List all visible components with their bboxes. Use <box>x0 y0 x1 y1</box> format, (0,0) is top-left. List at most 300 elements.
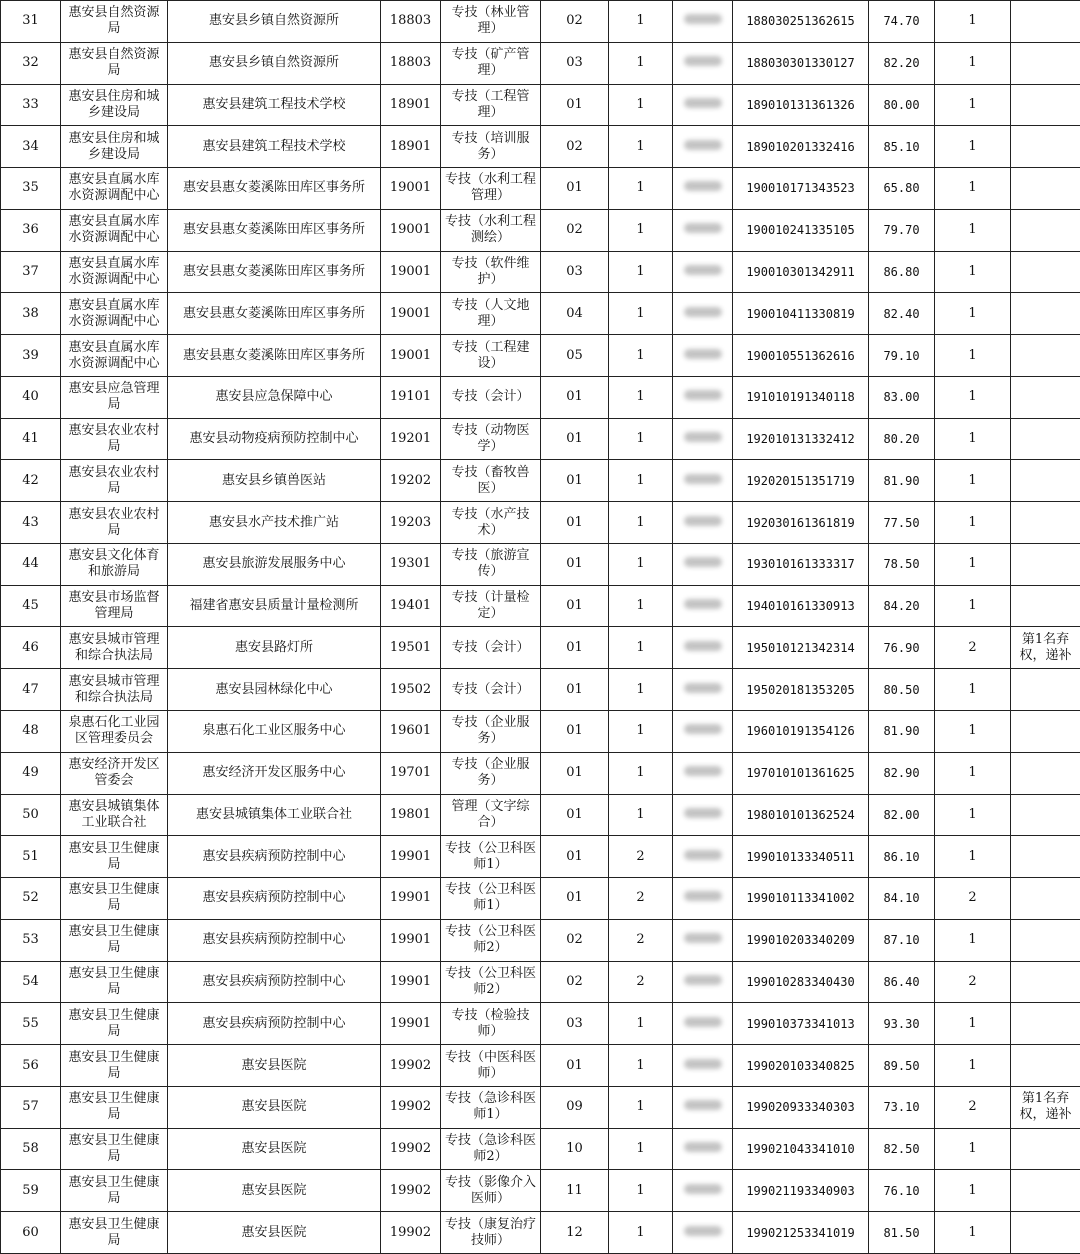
ticket-number-cell: 188030301330127 <box>733 42 869 84</box>
unit-code-cell: 19001 <box>381 251 441 293</box>
rank-cell: 1 <box>935 418 1011 460</box>
unit-code-cell: 18803 <box>381 1 441 43</box>
department-cell: 惠安经济开发区管委会 <box>61 752 168 794</box>
department-cell: 惠安县农业农村局 <box>61 418 168 460</box>
row-number: 47 <box>1 669 61 711</box>
unit-code-cell: 18901 <box>381 84 441 126</box>
quota-cell: 1 <box>609 251 673 293</box>
redacted-name-blur <box>684 98 722 108</box>
name-cell-redacted <box>673 1045 733 1087</box>
table-row <box>1 335 1080 377</box>
row-number: 51 <box>1 836 61 878</box>
ticket-number-cell: 199021193340903 <box>733 1170 869 1212</box>
department-cell: 惠安县文化体育和旅游局 <box>61 543 168 585</box>
name-cell-redacted <box>673 919 733 961</box>
department-cell: 惠安县农业农村局 <box>61 460 168 502</box>
name-cell-redacted <box>673 502 733 544</box>
ticket-number-cell: 194010161330913 <box>733 585 869 627</box>
post-cell: 专技（会计） <box>441 627 541 669</box>
post-cell: 专技（急诊科医师2） <box>441 1128 541 1170</box>
redacted-name-blur <box>684 850 722 860</box>
name-cell-redacted <box>673 878 733 920</box>
department-cell: 惠安县卫生健康局 <box>61 878 168 920</box>
post-code-cell: 12 <box>541 1212 609 1254</box>
quota-cell: 2 <box>609 961 673 1003</box>
quota-cell: 1 <box>609 126 673 168</box>
ticket-number-cell: 192010131332412 <box>733 418 869 460</box>
row-number: 42 <box>1 460 61 502</box>
quota-cell: 1 <box>609 794 673 836</box>
rank-cell: 1 <box>935 1170 1011 1212</box>
note-cell <box>1011 585 1080 627</box>
ticket-number-cell: 189010201332416 <box>733 126 869 168</box>
note-cell <box>1011 1 1080 43</box>
score-cell: 84.10 <box>869 878 935 920</box>
quota-cell: 1 <box>609 84 673 126</box>
ticket-number-cell: 195010121342314 <box>733 627 869 669</box>
name-cell-redacted <box>673 251 733 293</box>
redacted-name-blur <box>684 1017 722 1027</box>
name-cell-redacted <box>673 1003 733 1045</box>
name-cell-redacted <box>673 794 733 836</box>
name-cell-redacted <box>673 42 733 84</box>
score-cell: 78.50 <box>869 543 935 585</box>
table-row <box>1 251 1080 293</box>
rank-cell: 1 <box>935 1 1011 43</box>
table-row <box>1 209 1080 251</box>
post-code-cell: 02 <box>541 961 609 1003</box>
post-code-cell: 02 <box>541 1 609 43</box>
row-number: 48 <box>1 711 61 753</box>
post-cell: 专技（水产技术） <box>441 502 541 544</box>
rank-cell: 2 <box>935 878 1011 920</box>
note-cell <box>1011 209 1080 251</box>
quota-cell: 1 <box>609 293 673 335</box>
quota-cell: 1 <box>609 335 673 377</box>
note-cell <box>1011 794 1080 836</box>
ticket-number-cell: 192030161361819 <box>733 502 869 544</box>
name-cell-redacted <box>673 1212 733 1254</box>
table-row <box>1 1 1080 43</box>
table-row <box>1 1128 1080 1170</box>
table-row <box>1 585 1080 627</box>
score-cell: 74.70 <box>869 1 935 43</box>
row-number: 40 <box>1 376 61 418</box>
ticket-number-cell: 195020181353205 <box>733 669 869 711</box>
unit-code-cell: 19701 <box>381 752 441 794</box>
unit-cell: 惠安县惠女菱溪陈田库区事务所 <box>168 209 381 251</box>
note-cell <box>1011 335 1080 377</box>
table-row <box>1 752 1080 794</box>
post-code-cell: 01 <box>541 84 609 126</box>
rank-cell: 1 <box>935 376 1011 418</box>
unit-code-cell: 18901 <box>381 126 441 168</box>
unit-code-cell: 19901 <box>381 836 441 878</box>
post-code-cell: 01 <box>541 585 609 627</box>
row-number: 49 <box>1 752 61 794</box>
quota-cell: 1 <box>609 711 673 753</box>
rank-cell: 2 <box>935 1086 1011 1128</box>
unit-code-cell: 19901 <box>381 919 441 961</box>
rank-cell: 1 <box>935 209 1011 251</box>
ticket-number-cell: 199021253341019 <box>733 1212 869 1254</box>
post-code-cell: 01 <box>541 1045 609 1087</box>
table-row <box>1 1003 1080 1045</box>
name-cell-redacted <box>673 126 733 168</box>
table-row <box>1 543 1080 585</box>
post-code-cell: 01 <box>541 460 609 502</box>
unit-cell: 惠安县医院 <box>168 1045 381 1087</box>
note-cell <box>1011 502 1080 544</box>
name-cell-redacted <box>673 209 733 251</box>
redacted-name-blur <box>684 307 722 317</box>
name-cell-redacted <box>673 1170 733 1212</box>
score-cell: 86.40 <box>869 961 935 1003</box>
post-cell: 专技（培训服务） <box>441 126 541 168</box>
note-cell <box>1011 1170 1080 1212</box>
redacted-name-blur <box>684 599 722 609</box>
ticket-number-cell: 199010373341013 <box>733 1003 869 1045</box>
ticket-number-cell: 199021043341010 <box>733 1128 869 1170</box>
redacted-name-blur <box>684 432 722 442</box>
post-cell: 专技（公卫科医师2） <box>441 961 541 1003</box>
ticket-number-cell: 199010203340209 <box>733 919 869 961</box>
table-row <box>1 1170 1080 1212</box>
unit-cell: 惠安县建筑工程技术学校 <box>168 84 381 126</box>
ticket-number-cell: 190010301342911 <box>733 251 869 293</box>
rank-cell: 1 <box>935 919 1011 961</box>
department-cell: 惠安县住房和城乡建设局 <box>61 84 168 126</box>
department-cell: 惠安县直属水库水资源调配中心 <box>61 335 168 377</box>
post-cell: 专技（水利工程测绘） <box>441 209 541 251</box>
redacted-name-blur <box>684 557 722 567</box>
score-cell: 83.00 <box>869 376 935 418</box>
redacted-name-blur <box>684 1184 722 1194</box>
score-cell: 86.10 <box>869 836 935 878</box>
note-cell <box>1011 919 1080 961</box>
post-cell: 管理（文字综合） <box>441 794 541 836</box>
post-code-cell: 05 <box>541 335 609 377</box>
name-cell-redacted <box>673 711 733 753</box>
score-cell: 79.70 <box>869 209 935 251</box>
ticket-number-cell: 191010191340118 <box>733 376 869 418</box>
score-cell: 81.50 <box>869 1212 935 1254</box>
score-cell: 89.50 <box>869 1045 935 1087</box>
unit-code-cell: 18803 <box>381 42 441 84</box>
score-cell: 87.10 <box>869 919 935 961</box>
name-cell-redacted <box>673 543 733 585</box>
quota-cell: 1 <box>609 418 673 460</box>
post-code-cell: 02 <box>541 919 609 961</box>
quota-cell: 1 <box>609 209 673 251</box>
score-cell: 76.10 <box>869 1170 935 1212</box>
table-row <box>1 1212 1080 1254</box>
rank-cell: 1 <box>935 794 1011 836</box>
quota-cell: 2 <box>609 878 673 920</box>
post-cell: 专技（会计） <box>441 376 541 418</box>
department-cell: 惠安县应急管理局 <box>61 376 168 418</box>
department-cell: 惠安县城镇集体工业联合社 <box>61 794 168 836</box>
note-cell <box>1011 752 1080 794</box>
note-cell <box>1011 878 1080 920</box>
post-code-cell: 01 <box>541 418 609 460</box>
row-number: 39 <box>1 335 61 377</box>
department-cell: 惠安县直属水库水资源调配中心 <box>61 209 168 251</box>
note-cell <box>1011 669 1080 711</box>
post-cell: 专技（急诊科医师1） <box>441 1086 541 1128</box>
quota-cell: 1 <box>609 42 673 84</box>
row-number: 41 <box>1 418 61 460</box>
name-cell-redacted <box>673 418 733 460</box>
table-row <box>1 293 1080 335</box>
score-cell: 82.50 <box>869 1128 935 1170</box>
post-cell: 专技（计量检定） <box>441 585 541 627</box>
table-row <box>1 168 1080 210</box>
unit-cell: 惠安县应急保障中心 <box>168 376 381 418</box>
note-cell <box>1011 543 1080 585</box>
ticket-number-cell: 193010161333317 <box>733 543 869 585</box>
post-code-cell: 01 <box>541 794 609 836</box>
redacted-name-blur <box>684 933 722 943</box>
redacted-name-blur <box>684 1142 722 1152</box>
ticket-number-cell: 199010113341002 <box>733 878 869 920</box>
rank-cell: 1 <box>935 1128 1011 1170</box>
unit-cell: 惠安县惠女菱溪陈田库区事务所 <box>168 293 381 335</box>
post-cell: 专技（公卫科医师1） <box>441 836 541 878</box>
redacted-name-blur <box>684 181 722 191</box>
unit-cell: 惠安县医院 <box>168 1128 381 1170</box>
unit-cell: 惠安县路灯所 <box>168 627 381 669</box>
table-row <box>1 961 1080 1003</box>
note-cell <box>1011 460 1080 502</box>
redacted-name-blur <box>684 1059 722 1069</box>
department-cell: 惠安县城市管理和综合执法局 <box>61 669 168 711</box>
rank-cell: 1 <box>935 669 1011 711</box>
unit-code-cell: 19401 <box>381 585 441 627</box>
ticket-number-cell: 190010241335105 <box>733 209 869 251</box>
post-code-cell: 09 <box>541 1086 609 1128</box>
note-cell <box>1011 168 1080 210</box>
name-cell-redacted <box>673 669 733 711</box>
name-cell-redacted <box>673 1128 733 1170</box>
note-cell <box>1011 251 1080 293</box>
score-cell: 80.50 <box>869 669 935 711</box>
row-number: 54 <box>1 961 61 1003</box>
ticket-number-cell: 198010101362524 <box>733 794 869 836</box>
post-code-cell: 02 <box>541 126 609 168</box>
row-number: 37 <box>1 251 61 293</box>
post-cell: 专技（中医科医师） <box>441 1045 541 1087</box>
row-number: 33 <box>1 84 61 126</box>
unit-code-cell: 19001 <box>381 293 441 335</box>
unit-code-cell: 19301 <box>381 543 441 585</box>
note-cell <box>1011 42 1080 84</box>
rank-cell: 1 <box>935 126 1011 168</box>
redacted-name-blur <box>684 56 722 66</box>
unit-cell: 惠安县疾病预防控制中心 <box>168 961 381 1003</box>
row-number: 46 <box>1 627 61 669</box>
quota-cell: 1 <box>609 1086 673 1128</box>
ticket-number-cell: 190010411330819 <box>733 293 869 335</box>
ticket-number-cell: 199020933340303 <box>733 1086 869 1128</box>
score-cell: 82.20 <box>869 42 935 84</box>
post-code-cell: 02 <box>541 209 609 251</box>
ticket-number-cell: 190010171343523 <box>733 168 869 210</box>
department-cell: 惠安县卫生健康局 <box>61 1170 168 1212</box>
department-cell: 惠安县卫生健康局 <box>61 961 168 1003</box>
redacted-name-blur <box>684 223 722 233</box>
unit-code-cell: 19902 <box>381 1086 441 1128</box>
note-cell <box>1011 376 1080 418</box>
quota-cell: 2 <box>609 836 673 878</box>
note-cell <box>1011 961 1080 1003</box>
redacted-name-blur <box>684 265 722 275</box>
post-cell: 专技（软件维护） <box>441 251 541 293</box>
post-cell: 专技（工程建设） <box>441 335 541 377</box>
unit-code-cell: 19801 <box>381 794 441 836</box>
quota-cell: 1 <box>609 585 673 627</box>
unit-code-cell: 19901 <box>381 961 441 1003</box>
post-cell: 专技（旅游宣传） <box>441 543 541 585</box>
table-row <box>1 84 1080 126</box>
row-number: 32 <box>1 42 61 84</box>
department-cell: 惠安县卫生健康局 <box>61 1003 168 1045</box>
unit-cell: 惠安县惠女菱溪陈田库区事务所 <box>168 168 381 210</box>
name-cell-redacted <box>673 335 733 377</box>
rank-cell: 1 <box>935 502 1011 544</box>
quota-cell: 1 <box>609 669 673 711</box>
post-code-cell: 04 <box>541 293 609 335</box>
table-row <box>1 794 1080 836</box>
quota-cell: 1 <box>609 1045 673 1087</box>
row-number: 35 <box>1 168 61 210</box>
rank-cell: 2 <box>935 627 1011 669</box>
department-cell: 惠安县卫生健康局 <box>61 836 168 878</box>
rank-cell: 1 <box>935 1212 1011 1254</box>
redacted-name-blur <box>684 516 722 526</box>
name-cell-redacted <box>673 585 733 627</box>
quota-cell: 1 <box>609 1128 673 1170</box>
note-cell <box>1011 1003 1080 1045</box>
unit-code-cell: 19001 <box>381 335 441 377</box>
post-cell: 专技（动物医学） <box>441 418 541 460</box>
department-cell: 惠安县直属水库水资源调配中心 <box>61 168 168 210</box>
post-cell: 专技（矿产管理） <box>441 42 541 84</box>
unit-code-cell: 19901 <box>381 1003 441 1045</box>
post-code-cell: 01 <box>541 711 609 753</box>
unit-code-cell: 19502 <box>381 669 441 711</box>
table-row <box>1 919 1080 961</box>
post-cell: 专技（人文地理） <box>441 293 541 335</box>
department-cell: 惠安县自然资源局 <box>61 1 168 43</box>
unit-cell: 惠安县医院 <box>168 1170 381 1212</box>
redacted-name-blur <box>684 140 722 150</box>
unit-cell: 惠安县城镇集体工业联合社 <box>168 794 381 836</box>
rank-cell: 1 <box>935 84 1011 126</box>
name-cell-redacted <box>673 1086 733 1128</box>
ticket-number-cell: 189010131361326 <box>733 84 869 126</box>
note-cell: 第1名弃权，递补 <box>1011 1086 1080 1128</box>
post-cell: 专技（企业服务） <box>441 711 541 753</box>
ticket-number-cell: 196010191354126 <box>733 711 869 753</box>
name-cell-redacted <box>673 376 733 418</box>
unit-code-cell: 19902 <box>381 1045 441 1087</box>
post-cell: 专技（林业管理） <box>441 1 541 43</box>
post-code-cell: 10 <box>541 1128 609 1170</box>
unit-cell: 惠安县疾病预防控制中心 <box>168 836 381 878</box>
rank-cell: 1 <box>935 711 1011 753</box>
department-cell: 惠安县卫生健康局 <box>61 1045 168 1087</box>
table-row <box>1 1086 1080 1128</box>
post-code-cell: 01 <box>541 543 609 585</box>
rank-cell: 1 <box>935 1003 1011 1045</box>
unit-code-cell: 19101 <box>381 376 441 418</box>
quota-cell: 1 <box>609 543 673 585</box>
unit-cell: 惠安县疾病预防控制中心 <box>168 919 381 961</box>
quota-cell: 1 <box>609 376 673 418</box>
name-cell-redacted <box>673 84 733 126</box>
redacted-name-blur <box>684 766 722 776</box>
post-code-cell: 01 <box>541 168 609 210</box>
ticket-number-cell: 192020151351719 <box>733 460 869 502</box>
table-row <box>1 836 1080 878</box>
name-cell-redacted <box>673 752 733 794</box>
unit-code-cell: 19001 <box>381 168 441 210</box>
post-code-cell: 01 <box>541 627 609 669</box>
unit-code-cell: 19501 <box>381 627 441 669</box>
post-code-cell: 11 <box>541 1170 609 1212</box>
row-number: 34 <box>1 126 61 168</box>
score-cell: 80.20 <box>869 418 935 460</box>
quota-cell: 1 <box>609 460 673 502</box>
table-row <box>1 376 1080 418</box>
table-row <box>1 627 1080 669</box>
rank-cell: 1 <box>935 585 1011 627</box>
unit-code-cell: 19902 <box>381 1170 441 1212</box>
row-number: 45 <box>1 585 61 627</box>
score-cell: 93.30 <box>869 1003 935 1045</box>
table-body <box>1 1 1080 1254</box>
row-number: 59 <box>1 1170 61 1212</box>
quota-cell: 1 <box>609 1003 673 1045</box>
ticket-number-cell: 199010283340430 <box>733 961 869 1003</box>
unit-cell: 惠安经济开发区服务中心 <box>168 752 381 794</box>
unit-cell: 惠安县惠女菱溪陈田库区事务所 <box>168 335 381 377</box>
note-cell <box>1011 1045 1080 1087</box>
score-cell: 77.50 <box>869 502 935 544</box>
table-row <box>1 460 1080 502</box>
row-number: 55 <box>1 1003 61 1045</box>
post-code-cell: 01 <box>541 752 609 794</box>
department-cell: 泉惠石化工业园区管理委员会 <box>61 711 168 753</box>
note-cell <box>1011 84 1080 126</box>
score-cell: 81.90 <box>869 460 935 502</box>
quota-cell: 1 <box>609 502 673 544</box>
score-cell: 76.90 <box>869 627 935 669</box>
unit-code-cell: 19601 <box>381 711 441 753</box>
department-cell: 惠安县农业农村局 <box>61 502 168 544</box>
unit-cell: 惠安县乡镇自然资源所 <box>168 42 381 84</box>
table-row <box>1 711 1080 753</box>
score-cell: 65.80 <box>869 168 935 210</box>
unit-code-cell: 19203 <box>381 502 441 544</box>
note-cell <box>1011 293 1080 335</box>
rank-cell: 1 <box>935 293 1011 335</box>
department-cell: 惠安县卫生健康局 <box>61 1128 168 1170</box>
unit-cell: 惠安县疾病预防控制中心 <box>168 878 381 920</box>
quota-cell: 2 <box>609 919 673 961</box>
quota-cell: 1 <box>609 1212 673 1254</box>
